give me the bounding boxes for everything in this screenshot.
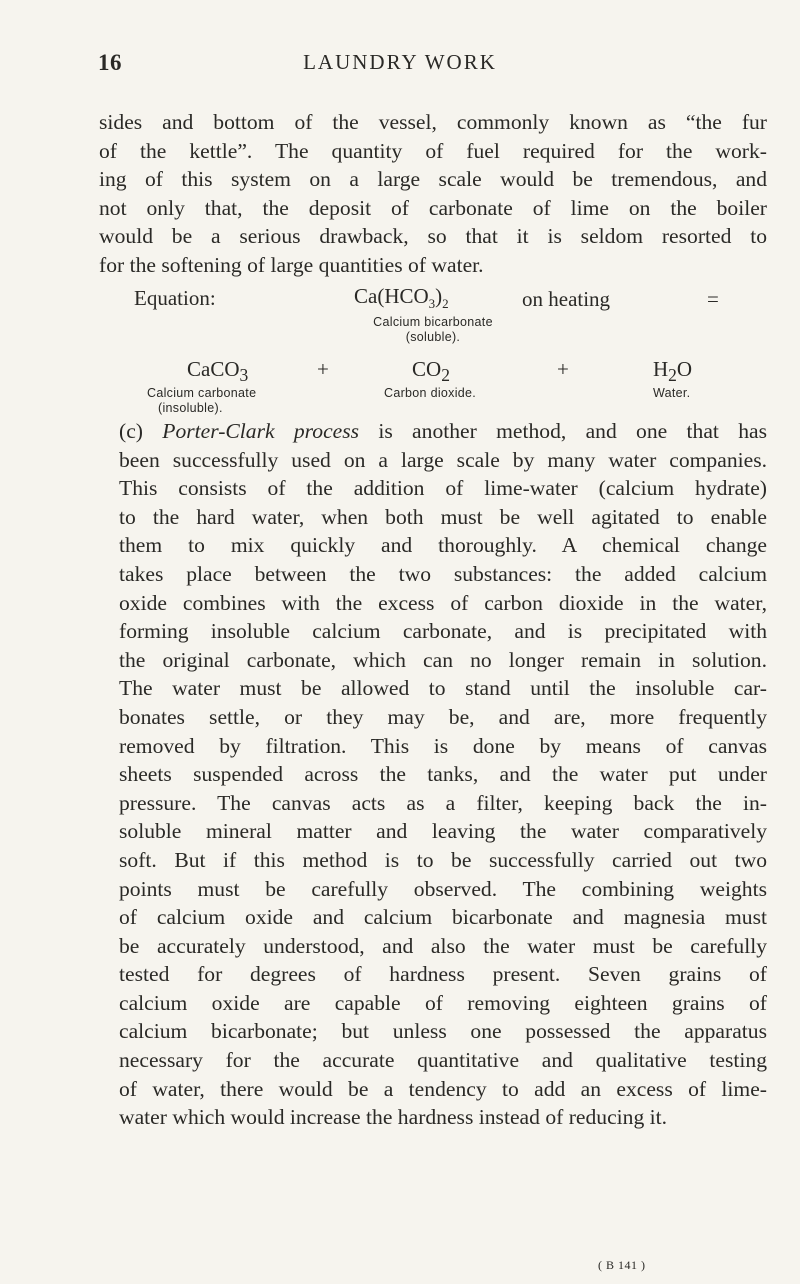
equation-equals-sign: = bbox=[707, 287, 719, 311]
paragraph-2-line: calcium oxide are capable of removing eighteen grains of bbox=[119, 990, 767, 1015]
paragraph-1-line: of the kettle”. The quantity of fuel required for the work- bbox=[99, 138, 767, 163]
paragraph-2-line: calcium bicarbonate; but unless one possessed the apparatus bbox=[119, 1019, 767, 1044]
reactant-caption-solubility: (soluble). bbox=[405, 330, 461, 344]
reactant-subscript: 3 bbox=[428, 296, 436, 312]
paragraph-2-line: pressure. The canvas acts as a filter, keeping back the in- bbox=[119, 790, 767, 815]
paragraph-1-line: for the softening of large quantities of water. bbox=[99, 252, 484, 277]
running-head bbox=[0, 50, 800, 90]
reactant-caption: Calcium bicarbonate bbox=[373, 315, 493, 329]
paragraph-2 bbox=[99, 417, 767, 1132]
equation-condition: on heating bbox=[522, 287, 611, 311]
paragraph-2-line: This consists of the addition of lime-water (calcium hydrate) bbox=[119, 476, 767, 501]
product-caption: Water. bbox=[653, 386, 691, 400]
plus-sign: + bbox=[317, 357, 329, 381]
paragraph-1-line: would be a serious drawback, so that it is seldom resorted to bbox=[99, 224, 767, 249]
page-number: 16 bbox=[98, 50, 122, 75]
signature-mark: ( B 141 ) bbox=[598, 1258, 646, 1272]
product-water bbox=[653, 357, 692, 386]
product-caption: Calcium carbonate bbox=[147, 386, 257, 400]
paragraph-2-line: of calcium oxide and calcium bicarbonate and magnesia must bbox=[119, 905, 767, 930]
paragraph-2-line: oxide combines with the excess of carbon dioxide in the water, bbox=[119, 590, 767, 615]
section-label: (c) bbox=[119, 419, 143, 443]
product-carbon-dioxide bbox=[412, 357, 450, 386]
paragraph-2-line: points must be carefully observed. The combining weights bbox=[119, 876, 767, 901]
running-title: LAUNDRY WORK bbox=[303, 50, 497, 74]
paragraph-2-line: forming insoluble calcium carbonate, and is precipitated with bbox=[119, 619, 767, 644]
paragraph-2-line: be accurately understood, and also the water must be carefully bbox=[119, 933, 767, 958]
product-subscript: 2 bbox=[441, 365, 450, 386]
reactant-formula: Ca(HCO bbox=[354, 284, 429, 308]
paragraph-2-line: removed by filtration. This is done by means of canvas bbox=[119, 733, 767, 758]
paragraph-2-line: the original carbonate, which can no longer remain in solution. bbox=[119, 647, 767, 672]
paragraph-2-line: sheets suspended across the tanks, and the water put under bbox=[119, 762, 767, 787]
paragraph-2-line: soft. But if this method is to be successfully carried out two bbox=[119, 847, 767, 872]
reactant-subscript: 2 bbox=[442, 296, 449, 312]
product-subscript: 3 bbox=[239, 365, 249, 386]
equation-label: Equation: bbox=[134, 286, 216, 310]
paragraph-1-line: not only that, the deposit of carbonate of lime on the boiler bbox=[99, 195, 767, 220]
paragraph-2-line: been successfully used on a large scale by many water companies. bbox=[119, 447, 767, 472]
process-name: Porter-Clark process bbox=[162, 419, 360, 443]
paragraph-2-first-line bbox=[99, 417, 767, 446]
paragraph-1-line: sides and bottom of the vessel, commonly known as “the fur bbox=[99, 110, 767, 134]
product-formula: CaCO bbox=[187, 357, 240, 381]
plus-sign: + bbox=[557, 357, 569, 381]
paragraph-2-line: takes place between the two substances: the added calcium bbox=[119, 561, 767, 586]
paragraph-2-line: soluble mineral matter and leaving the water comparatively bbox=[119, 819, 767, 844]
paragraph-2-line: of water, there would be a tendency to add an excess of lime- bbox=[119, 1076, 767, 1101]
product-formula-tail: O bbox=[676, 357, 693, 381]
paragraph-2-line: bonates settle, or they may be, and are, more frequently bbox=[119, 704, 767, 729]
paragraph-2-line: to the hard water, when both must be well agitated to enable bbox=[119, 504, 767, 529]
paragraph-2-line: necessary for the accurate quantitative and qualitative testing bbox=[119, 1048, 767, 1073]
product-caption-solubility: (insoluble). bbox=[158, 401, 223, 415]
product-calcium-carbonate bbox=[187, 357, 248, 386]
paragraph-2-line: them to mix quickly and thoroughly. A chemical change bbox=[119, 533, 767, 558]
paragraph-2-line: water which would increase the hardness instead of reducing it. bbox=[119, 1105, 668, 1130]
paragraph-1-line: ing of this system on a large scale would be tremendous, and bbox=[99, 167, 767, 192]
paragraph-1 bbox=[99, 108, 767, 280]
paragraph-2-line: tested for degrees of hardness present. Seven grains of bbox=[119, 962, 767, 987]
product-formula: H bbox=[653, 357, 669, 381]
product-caption: Carbon dioxide. bbox=[384, 386, 477, 400]
equation-reactant bbox=[354, 284, 449, 312]
product-subscript: 2 bbox=[668, 365, 677, 386]
product-formula: CO bbox=[412, 357, 442, 381]
paragraph-2-first-line-rest: is another method, and one that has bbox=[378, 419, 767, 443]
reactant-close-paren: ) bbox=[435, 284, 443, 308]
paragraph-2-line: The water must be allowed to stand until the insoluble car- bbox=[119, 676, 767, 701]
